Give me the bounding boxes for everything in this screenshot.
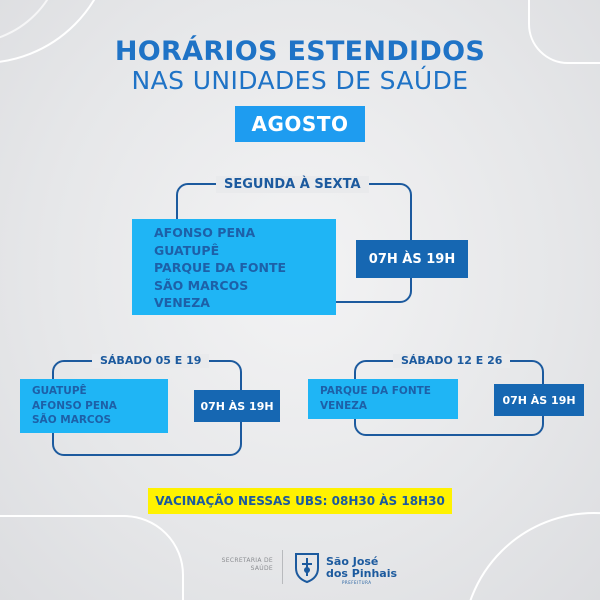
unit-item: PARQUE DA FONTE <box>154 260 287 275</box>
unit-item: GUATUPÊ <box>154 242 220 258</box>
city-logo-text <box>326 556 397 579</box>
weekday-units-list <box>132 219 336 315</box>
city-subtitle: PREFEITURA <box>342 580 372 585</box>
saturday-b-label: SÁBADO 12 E 26 <box>393 354 510 368</box>
decorative-arc-bottom-left <box>0 515 184 600</box>
department-line-2: SAÚDE <box>250 564 273 572</box>
saturday-a-hours: 07H ÀS 19H <box>194 390 280 422</box>
unit-item: AFONSO PENA <box>154 225 256 240</box>
unit-item: PARQUE DA FONTE <box>320 385 431 397</box>
unit-item: GUATUPÊ <box>32 385 87 397</box>
saturday-a-units-list <box>20 379 168 433</box>
unit-item: SÃO MARCOS <box>32 414 112 426</box>
vaccination-banner: VACINAÇÃO NESSAS UBS: 08H30 ÀS 18H30 <box>148 488 452 514</box>
saturday-b-hours: 07H ÀS 19H <box>494 384 584 416</box>
city-line-2: dos Pinhais <box>326 566 398 580</box>
department-label <box>205 557 273 573</box>
unit-item: VENEZA <box>154 295 210 310</box>
title-line-1: HORÁRIOS ESTENDIDOS <box>114 36 486 67</box>
saturday-b-units-list <box>308 379 458 419</box>
decorative-arc-bottom-right <box>462 512 600 600</box>
city-line-1: São José <box>326 555 379 568</box>
department-line-1: SECRETARIA DE <box>221 557 273 564</box>
unit-item: AFONSO PENA <box>32 399 117 412</box>
unit-item: SÃO MARCOS <box>154 277 249 293</box>
unit-item: VENEZA <box>320 399 367 412</box>
weekday-label: SEGUNDA À SEXTA <box>216 176 369 193</box>
saturday-a-label: SÁBADO 05 E 19 <box>92 354 209 368</box>
month-badge: AGOSTO <box>235 106 365 142</box>
city-crest-icon <box>292 550 322 584</box>
weekday-hours: 07H ÀS 19H <box>356 240 468 278</box>
title-line-2: NAS UNIDADES DE SAÚDE <box>131 66 469 95</box>
footer-divider <box>282 550 283 584</box>
